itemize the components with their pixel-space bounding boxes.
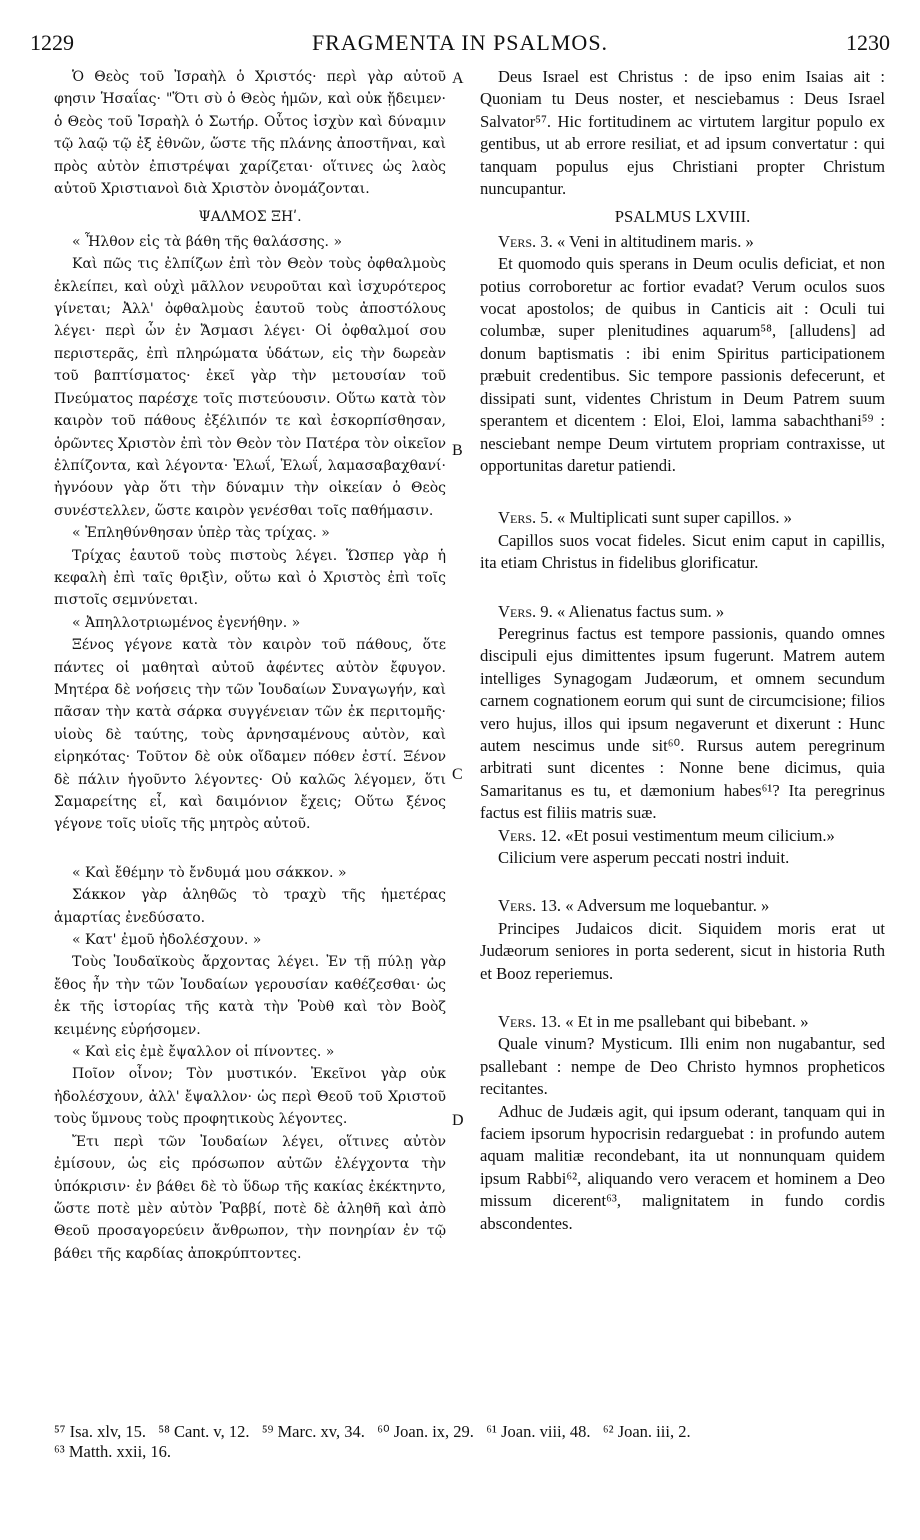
verse-label: Vers. 12. bbox=[498, 825, 562, 845]
verse-heading-5 bbox=[480, 895, 885, 917]
verse-text: «Et posui vestimentum meum cilicium.» bbox=[565, 825, 835, 845]
verse-label: Vers. 13. bbox=[498, 1012, 562, 1032]
verse-label: Vers. 3. bbox=[498, 231, 553, 251]
page-number-right: 1230 bbox=[846, 30, 890, 55]
latin-paragraph-2: Capillos suos vocat fideles. Sicut enim caput in capillis, ita etiam Christus in fidelibus glorificatur. bbox=[480, 530, 885, 573]
greek-paragraph-5: Τοὺς Ἰουδαϊκοὺς ἄρχοντας λέγει. Ἐν τῇ πύλῃ γὰρ ἔθος ἦν τὴν τῶν Ἰουδαίων γερουσίαν καθέζεσθαι· ὡς ἐκ τῆς ἱστορίας τῆς κατὰ τὴν Ῥοὺθ καὶ τὸν Βοὸζ κειμένης εὑρήσομεν. bbox=[54, 954, 446, 1038]
greek-paragraph-2: Τρίχας ἑαυτοῦ τοὺς πιστοὺς λέγει. Ὥσπερ γὰρ ἡ κεφαλὴ ἐπὶ ταῖς θριξὶν, οὕτω καὶ ὁ Χριστὸς ἐπὶ τοῖς πιστοῖς σεμνύνεται. bbox=[54, 547, 446, 609]
greek-lemma-1: « Ἦλθον εἰς τὰ βάθη τῆς θαλάσσης. » bbox=[72, 233, 343, 250]
verse-heading-4 bbox=[480, 825, 885, 847]
verse-text: « Veni in altitudinem maris. » bbox=[556, 231, 754, 251]
margin-marker-a: A bbox=[452, 70, 464, 87]
footnotes bbox=[54, 1422, 886, 1462]
verse-label: Vers. 5. bbox=[498, 508, 553, 528]
greek-paragraph-6: Ποῖον οἶνον; Τὸν μυστικόν. Ἐκεῖνοι γὰρ οὐκ ἠδολέσχουν, ἀλλ' ἔψαλλον· ὡς περὶ Θεοῦ τοῦ Χριστοῦ τοὺς ὕμνους τοὺς προφητικοὺς λέγοντες. bbox=[54, 1066, 446, 1128]
greek-psalm-heading: ΨΑΛΜΟΣ ΞΗʹ. bbox=[198, 209, 302, 226]
verse-heading-3 bbox=[480, 601, 885, 623]
greek-paragraph-1: Καὶ πῶς τις ἐλπίζων ἐπὶ τὸν Θεὸν τοὺς ὀφθαλμοὺς ἐκλείπει, καὶ οὐχὶ μᾶλλον νευροῦται καὶ ἰσχυρότερος γίνεται; Ἀλλ' ὀφθαλμοὺς ἑαυτοῦ τοὺς ἀποστόλους λέγει· περὶ ὧν ἐν Ἄσμασι λέγει· Οἱ ὀφθαλμοί σου περιστερᾶς, ἐπὶ πληρώματα ὑδάτων, εἰς τὴν δωρεὰν τοῦ βαπτίσματος· ἐκεῖ γὰρ τὴν μετουσίαν τοῦ Πνεύματος παρέσχε τοῖς πιστεύουσιν. Οὕτω κατὰ τὸν καιρὸν τοῦ πάθους ἐξέλιπόν τε καὶ ἐσκορπίσθησαν, ὁρῶντες Χριστὸν ἐπὶ τὸν Θεὸν τὸν Πατέρα τὸν οἰκεῖον ἐλπίζοντα, καὶ λέγοντα· Ἐλωΐ, Ἐλωΐ, λαμασαβαχθανί· ἠγνόουν γὰρ ὅτι τὴν δύναμιν τὴν οἰκείαν ὁ Θεὸς συνέστελλεν, ὥστε καιρὸν γενέσθαι τοῖς παθήμασιν. bbox=[54, 256, 446, 519]
latin-psalm-heading: PSALMUS LXVIII. bbox=[614, 207, 751, 227]
latin-paragraph-7: Adhuc de Judæis agit, qui ipsum oderant, tanquam qui in faciem ipsorum hypocrisin redarguebat : in profundo autem aquam malitiæ recondebant, ita ut nonnunquam quidem ipsum Rabbi⁶², aliquando vero veracem et hominem a Deo missum dicerent⁶³, malignitatem in fundo cordis abscondentes. bbox=[480, 1101, 885, 1233]
latin-intro: Deus Israel est Christus : de ipso enim Isaias ait : Quoniam tu Deus noster, et nesciebamus : Deus Israel Salvator⁵⁷. Hic fortitudinem ac virtutem largitur populo ex gentibus, ut ab errore resiliat, et ad ipsum convertatur : qui tanquam populus ejus Christiani propter Christum nuncupantur. bbox=[480, 67, 885, 199]
greek-lemma-3: « Ἀπηλλοτριωμένος ἐγενήθην. » bbox=[72, 614, 301, 631]
footnote-line-2: ⁶³ Matth. xxii, 16. bbox=[54, 1442, 172, 1461]
verse-heading-6 bbox=[480, 1011, 885, 1033]
verse-text: « Alienatus factus sum. » bbox=[556, 601, 725, 621]
verse-text: « Multiplicati sunt super capillos. » bbox=[556, 508, 792, 528]
latin-paragraph-6: Quale vinum? Mysticum. Illi enim non nugabantur, sed psallebant : nempe de Deo Christo hymnos propheticos recitantes. bbox=[480, 1034, 885, 1099]
greek-intro: Ὁ Θεὸς τοῦ Ἰσραὴλ ὁ Χριστός· περὶ γὰρ αὐτοῦ φησιν Ἡσαΐας· "Ὅτι σὺ ὁ Θεὸς ἡμῶν, καὶ οὐκ ᾔδειμεν· ὁ Θεὸς τοῦ Ἰσραὴλ ὁ Σωτήρ. Οὗτος ἰσχὺν καὶ δύναμιν τῷ λαῷ τῷ ἐξ ἐθνῶν, ὥστε τῆς πλάνης ἀποστῆναι, καὶ πρὸς αὐτὸν ἐπιστρέψαι χαρίζεται· οἵτινες ὡς λαὸς αὐτοῦ Χριστιανοὶ διὰ Χριστὸν ὀνομάζονται. bbox=[54, 69, 446, 198]
greek-lemma-5: « Κατ' ἐμοῦ ἠδολέσχουν. » bbox=[72, 932, 262, 949]
greek-column bbox=[54, 66, 446, 1265]
running-title: FRAGMENTA IN PSALMOS. bbox=[311, 30, 609, 55]
greek-paragraph-7: Ἔτι περὶ τῶν Ἰουδαίων λέγει, οἵτινες αὐτὸν ἐμίσουν, ὡς εἰς πρόσωπον αὐτῶν ἐλέγχοντα τὴν ὑπόκρισιν· ἐν βάθει δὲ τὸ ὕδωρ τῆς κακίας ἐκέκτηντο, ὥστε ποτὲ μὲν αὐτὸν Ῥαββί, ποτὲ δὲ ἀληθῆ καὶ ἀπὸ Θεοῦ προσαγορεύειν ἄνθρωπον, τὴν πονηρίαν ἐν τῷ βάθει τῆς καρδίας ἀποκρύπτοντες. bbox=[54, 1133, 446, 1262]
verse-heading-2 bbox=[480, 507, 885, 529]
verse-text: « Et in me psallebant qui bibebant. » bbox=[565, 1012, 809, 1032]
footnote-line-1: ⁵⁷ Isa. xlv, 15. ⁵⁸ Cant. v, 12. ⁵⁹ Marc. xv, 34. ⁶⁰ Joan. ix, 29. ⁶¹ Joan. viii, 48. ⁶² Joan. iii, 2. bbox=[54, 1422, 691, 1441]
verse-text: « Adversum me loquebantur. » bbox=[565, 896, 770, 916]
latin-column bbox=[480, 66, 885, 1235]
greek-lemma-2: « Ἐπληθύνθησαν ὑπὲρ τὰς τρίχας. » bbox=[72, 525, 330, 542]
margin-marker-d: D bbox=[452, 1112, 464, 1129]
latin-paragraph-3: Peregrinus factus est tempore passionis, quando omnes discipuli ejus dimittentes ipsum fugerunt. Matrem autem intelliges Synagogam Judæorum, et omnem secundum carnem cognationem eorum qui sunt de circumcisione; filios vero hujus, illos qui ipsum negaverunt et dixerunt : Hunc autem nescimus unde sit⁶⁰. Rursus autem peregrinum arbitrati sunt dicentes : Nonne bene dicimus, quia Samaritanus es tu, et dæmonium habes⁶¹? Ita peregrinus factus est filiis matris suæ. bbox=[480, 623, 885, 823]
margin-marker-b: B bbox=[452, 442, 463, 459]
verse-label: Vers. 13. bbox=[498, 896, 562, 916]
greek-paragraph-4: Σάκκον γὰρ ἀληθῶς τὸ τραχὺ τῆς ἡμετέρας ἁμαρτίας ἐνεδύσατο. bbox=[54, 887, 446, 926]
verse-label: Vers. 9. bbox=[498, 601, 553, 621]
latin-paragraph-1: Et quomodo quis sperans in Deum oculis deficiat, et non potius corroboretur ac fortior evadat? Verum oculos suos vocat apostolos; de quibus in Canticis ait : Oculi tui columbæ, super plenitudines aquarum⁵⁸, [alludens] ad donum baptismatis : ibi enim Spiritus participationem præbuit credentibus. Sic tempore passionis defecerunt, et dissipati sunt, videntes Christum in Deum Patrem suum sperantem et dicentem : Eloi, Eloi, lamma sabachthani⁵⁹ : nesciebant nempe Deum virtutem propriam contraxisse, ut opportunitas daretur patiendi. bbox=[480, 254, 885, 475]
page-header bbox=[30, 30, 890, 66]
latin-paragraph-4: Cilicium vere asperum peccati nostri induit. bbox=[498, 848, 790, 867]
greek-lemma-6: « Καὶ εἰς ἐμὲ ἔψαλλον οἱ πίνοντες. » bbox=[72, 1044, 335, 1061]
greek-lemma-4: « Καὶ ἔθέμην τὸ ἔνδυμά μου σάκκον. » bbox=[72, 864, 347, 881]
verse-heading-1 bbox=[480, 231, 885, 253]
greek-paragraph-3: Ξένος γέγονε κατὰ τὸν καιρὸν τοῦ πάθους, ὅτε πάντες οἱ μαθηταὶ αὐτοῦ ἀφέντες αὐτὸν ἔφυγον. Μητέρα δὲ νοήσεις τὴν τῶν Ἰουδαίων Συναγωγήν, καὶ πᾶσαν τὴν κατὰ σάρκα συγγένειαν τῶν ἐκ περιτομῆς· υἱοὺς δὲ ταύτης, τοὺς ἀρνησαμένους αὐτὸν, καὶ εἰρηκότας· Τοῦτον δὲ οὐκ οἴδαμεν πόθεν ἐστί. Ξένον δὲ πάλιν ἡγοῦντο λέγοντες· Οὐ καλῶς λέγομεν, ὅτι Σαμαρείτης εἶ, καὶ δαιμόνιον ἔχεις; Οὕτω ξένος γέγονε τοῖς υἱοῖς τῆς μητρὸς αὐτοῦ. bbox=[54, 637, 446, 833]
latin-paragraph-5: Principes Judaicos dicit. Siquidem moris erat ut Judæorum seniores in porta sederent, sicut in historia Ruth et Booz reperiemus. bbox=[480, 918, 885, 983]
margin-marker-c: C bbox=[452, 766, 463, 783]
page-number-left: 1229 bbox=[30, 30, 74, 55]
